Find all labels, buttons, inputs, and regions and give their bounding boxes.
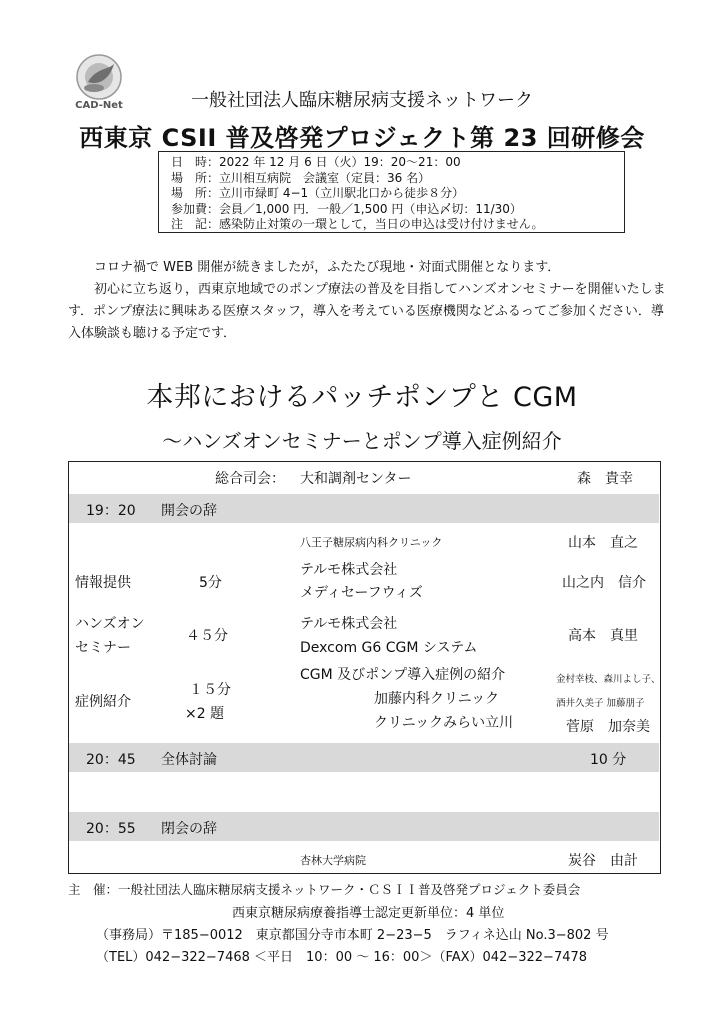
closing-org: 杏林大学病院 [300,854,366,867]
chair-row [69,462,659,490]
chair-label: 総合司会： [215,471,285,487]
hachioji-name: 山本 直之 [568,535,638,551]
info-address: 場 所：立川市緑町 4−1（立川駅北口から徒歩８分） [171,186,465,200]
opening-label: 開会の辞 [161,503,217,519]
hands-on-org2: Dexcom G6 CGM システム [300,640,478,656]
info-provision-name: 山之内 信介 [562,575,646,591]
case-duration-1: １５分 [189,682,231,698]
info-provision-label: 情報提供 [75,575,131,591]
footer-credits: 西東京糖尿病療養指導士認定更新単位：4 単位 [232,906,505,921]
case-org2: 加藤内科クリニック [374,691,500,707]
info-provision-org2: メディセーフウィズ [300,585,423,601]
info-provision-duration: 5分 [199,575,222,591]
program-table [68,461,661,874]
info-provision-row [69,556,659,604]
seminar-subtitle: 〜ハンズオンセミナーとポンプ導入症例紹介 [162,429,562,453]
event-info-box [158,151,625,233]
footer-organizer: 主 催：一般社団法人臨床糖尿病支援ネットワーク・ＣＳＩＩ普及啓発プロジェクト委員会 [68,882,581,897]
seminar-title: 本邦におけるパッチポンプと CGM [146,382,578,413]
hands-on-org1: テルモ株式会社 [300,616,398,632]
hands-on-row [69,608,659,658]
footer-address: （事務局）〒185−0012 東京都国分寺市本町 2−23−5 ラフィネ込山 No.3−802 号 [96,928,609,943]
chair-org: 大和調剤センター [300,471,412,487]
info-note: 注 記：感染防止対策の一環として，当日の申込は受け付けません。 [171,217,544,231]
discussion-time: 20：45 [86,752,136,768]
chair-name: 森 貴幸 [577,471,633,487]
closing-label: 閉会の辞 [161,821,217,837]
case-name-2: 酒井久美子 加藤朋子 [556,698,645,709]
discussion-duration: 10 分 [590,752,627,768]
organization-name: 一般社団法人臨床糖尿病支援ネットワーク [191,90,533,111]
hachioji-org: 八王子糖尿病内科クリニック [300,536,443,549]
closing-speaker-row [69,844,659,872]
case-org1: CGM 及びポンプ導入症例の紹介 [300,667,506,683]
discussion-row [69,743,659,772]
event-title: 西東京 CSII 普及啓発プロジェクト第 23 回研修会 [79,124,645,152]
logo-text: CAD-Net [75,100,123,111]
case-org3: クリニックみらい立川 [374,715,514,731]
intro-paragraph-2: 初心に立ち返り，西東京地域でのポンプ療法の普及を目指してハンズオンセミナーを開催いたします．ポンプ療法に興味ある医療スタッフ，導入を考えている医療機関などふるってご参加ください．導入体験談も聴ける予定です． [68,282,666,341]
case-label: 症例紹介 [75,694,131,710]
hands-on-label-2: セミナー [75,640,131,656]
case-name-1: 金村幸枝、森川よし子、 [556,674,661,685]
closing-name: 炭谷 由計 [568,853,638,869]
info-venue: 場 所：立川相互病院 会議室（定員：36 名） [171,170,431,185]
info-datetime: 日 時：2022 年 12 月 6 日（火）19：20〜21：00 [171,155,461,169]
opening-time: 19：20 [86,503,136,519]
intro-paragraph-1: コロナ禍で WEB 開催が続きましたが，ふたたび現地・対面式開催となります． [94,260,561,275]
footer-contact: （TEL）042−322−7468 ＜平日 10：00 〜 16：00＞（FAX）042−322−7478 [96,950,588,965]
closing-time: 20：55 [86,821,136,837]
speaker-row-hachioji [69,526,659,554]
info-fee: 参加費：会員／1,000 円．一般／1,500 円（申込〆切：11/30） [171,201,522,216]
discussion-label: 全体討論 [161,752,217,768]
hands-on-duration: ４５分 [186,628,228,644]
case-report-row [69,662,659,738]
case-name-3: 菅原 加奈美 [566,719,650,735]
case-duration-2: ×2 題 [185,706,225,722]
info-provision-org1: テルモ株式会社 [300,562,398,578]
hands-on-name: 高本 真里 [568,628,638,644]
hands-on-label-1: ハンズオン [75,616,145,632]
intro-text [68,257,668,345]
opening-row [69,494,659,523]
closing-row [69,812,659,841]
